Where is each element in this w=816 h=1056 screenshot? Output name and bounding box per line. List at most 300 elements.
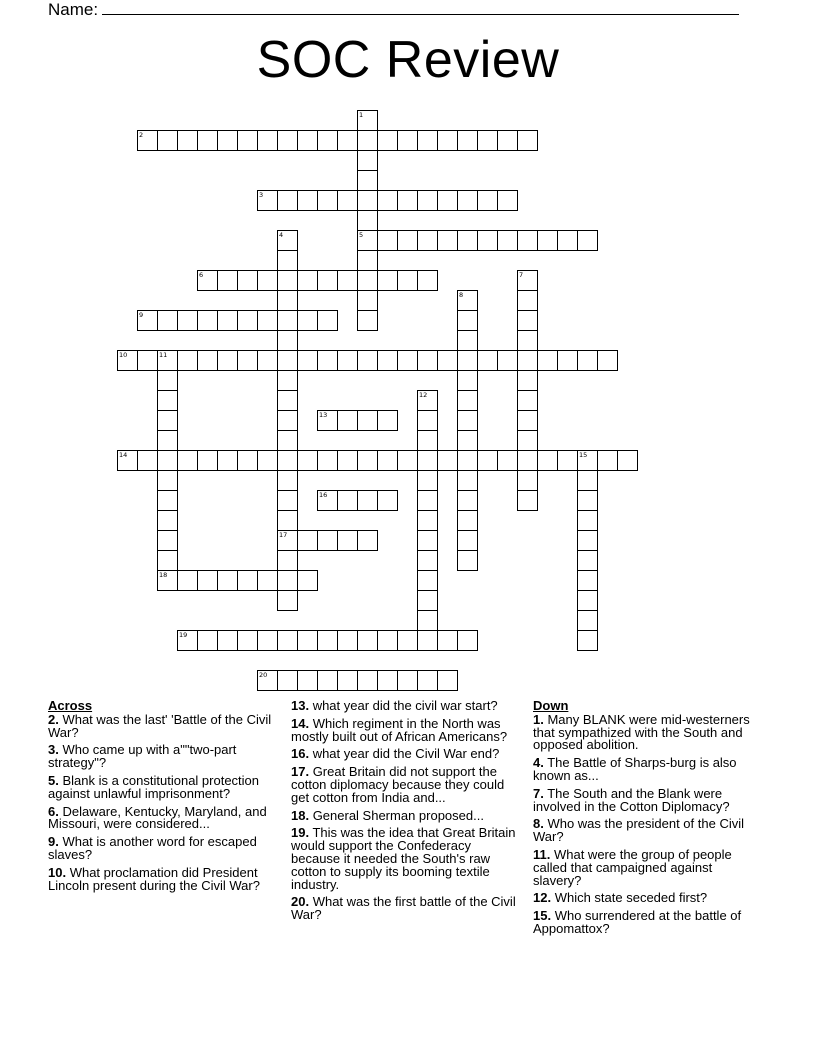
grid-cell[interactable] [258,671,277,690]
grid-cell[interactable] [178,311,197,330]
grid-cell[interactable] [398,131,417,150]
clue [48,711,276,740]
grid-cell[interactable] [278,231,297,250]
grid-cell[interactable] [298,451,317,470]
clue-num: 6. [48,803,59,819]
clue-num: 2. [48,711,59,727]
grid-cell[interactable] [238,351,257,370]
clue-num: 12. [533,890,552,906]
clue-num: 3. [48,742,59,758]
clue-number: 2 [139,131,144,139]
grid-cell[interactable] [258,571,277,590]
grid-cell[interactable] [458,451,477,470]
grid-cell[interactable] [458,351,477,370]
clue [48,803,276,832]
grid-cell[interactable] [518,331,537,350]
grid-cell[interactable] [578,571,597,590]
clue [48,772,276,801]
grid-cell[interactable] [318,491,337,510]
grid-cell[interactable] [578,231,597,250]
grid-cell[interactable] [558,231,577,250]
grid-cell[interactable] [198,451,217,470]
grid-cell[interactable] [358,671,377,690]
grid-cell[interactable] [198,271,217,290]
grid-cell[interactable] [378,191,397,210]
grid-cell[interactable] [118,451,137,470]
grid-cell[interactable] [298,311,317,330]
grid-cell[interactable] [318,631,337,650]
grid-cell[interactable] [358,131,377,150]
grid-cell[interactable] [358,291,377,310]
grid-cell[interactable] [418,671,437,690]
grid-cell[interactable] [458,431,477,450]
clues-column-2 [291,700,519,927]
grid-cell[interactable] [518,371,537,390]
clue-text: what year did the Civil War end? [309,746,500,762]
grid-cell[interactable] [158,411,177,430]
grid-cell[interactable] [358,111,377,130]
grid-cell[interactable] [258,191,277,210]
grid-cell[interactable] [418,491,437,510]
grid-cell[interactable] [418,231,437,250]
grid-cell[interactable] [158,431,177,450]
clue [533,785,761,814]
grid-cell[interactable] [338,671,357,690]
grid-cell[interactable] [318,131,337,150]
grid-cell[interactable] [278,671,297,690]
grid-cell[interactable] [338,351,357,370]
grid-cell[interactable] [418,271,437,290]
grid-cell[interactable] [198,351,217,370]
grid-cell[interactable] [158,391,177,410]
clue-text: Who was the president of the Civil War? [533,816,744,845]
grid-cell[interactable] [358,271,377,290]
grid-cell[interactable] [318,531,337,550]
grid-cell[interactable] [358,491,377,510]
grid-cell[interactable] [338,411,357,430]
grid-cell[interactable] [518,431,537,450]
clue-number: 3 [259,191,264,199]
grid-cell[interactable] [358,191,377,210]
clue-text: The South and the Blank were involved in the Cotton Diplomacy? [533,785,730,814]
clue-number: 15 [579,451,588,459]
clue [291,748,519,761]
grid-cell[interactable] [278,291,297,310]
grid-cell[interactable] [438,451,457,470]
grid-cell[interactable] [138,351,157,370]
grid-cell[interactable] [138,131,157,150]
grid-cell[interactable] [558,451,577,470]
grid-cell[interactable] [438,671,457,690]
grid-cell[interactable] [358,211,377,230]
clue-text: Great Britain did not support the cotton diplomacy because they could get cotton from India and... [291,764,505,805]
grid-cell[interactable] [278,491,297,510]
grid-cell[interactable] [258,451,277,470]
grid-cell[interactable] [158,551,177,570]
grid-cell[interactable] [358,451,377,470]
grid-cell[interactable] [478,451,497,470]
clue-num: 13. [291,698,310,713]
grid-cell[interactable] [538,231,557,250]
grid-cell[interactable] [518,291,537,310]
grid-cell[interactable] [378,631,397,650]
grid-cell[interactable] [578,471,597,490]
grid-cell[interactable] [298,631,317,650]
grid-cell[interactable] [278,131,297,150]
clue-number: 19 [179,631,188,639]
clue-number: 11 [159,351,168,359]
clue-number: 4 [279,231,284,239]
grid-cell[interactable] [178,631,197,650]
clue-text: Which state seceded first? [551,890,708,906]
grid-cell[interactable] [438,231,457,250]
clue-text: Many BLANK were mid-westerners that sympathized with the South and opposed abolition. [533,711,750,753]
grid-cell[interactable] [298,131,317,150]
grid-cell[interactable] [338,631,357,650]
grid-cell[interactable] [418,431,437,450]
clue-text: The Battle of Sharps-burg is also known as... [533,755,737,783]
grid-cell[interactable] [418,451,437,470]
grid-cell[interactable] [458,551,477,570]
grid-cell[interactable] [498,191,517,210]
grid-cell[interactable] [338,271,357,290]
clue-text: What were the group of people called that campaigned against slavery? [533,846,732,888]
grid-cell[interactable] [418,511,437,530]
grid-cell[interactable] [458,291,477,310]
grid-cell[interactable] [578,531,597,550]
grid-cell[interactable] [178,451,197,470]
grid-cell[interactable] [158,471,177,490]
grid-cell[interactable] [458,631,477,650]
grid-cell[interactable] [278,271,297,290]
grid-cell[interactable] [518,491,537,510]
grid-cell[interactable] [398,631,417,650]
grid-cell[interactable] [518,451,537,470]
grid-cell[interactable] [258,311,277,330]
grid-cell[interactable] [338,131,357,150]
grid-cell[interactable] [598,451,617,470]
grid-cell[interactable] [238,631,257,650]
grid-cell[interactable] [458,191,477,210]
grid-cell[interactable] [198,131,217,150]
grid-cell[interactable] [558,351,577,370]
grid-cell[interactable] [238,311,257,330]
grid-cell[interactable] [238,131,257,150]
grid-cell[interactable] [278,411,297,430]
grid-cell[interactable] [518,351,537,370]
grid-cell[interactable] [418,391,437,410]
clue [533,892,761,905]
grid-cell[interactable] [578,351,597,370]
clue-num: 16. [291,746,310,762]
grid-cell[interactable] [318,671,337,690]
grid-cell[interactable] [358,531,377,550]
grid-cell[interactable] [338,191,357,210]
grid-cell[interactable] [518,411,537,430]
grid-cell[interactable] [218,131,237,150]
clue-num: 9. [48,834,59,850]
grid-cell[interactable] [458,311,477,330]
clue-num: 4. [533,755,544,771]
grid-cell[interactable] [418,131,437,150]
grid-cell[interactable] [198,311,217,330]
grid-cell[interactable] [298,351,317,370]
grid-cell[interactable] [418,591,437,610]
grid-cell[interactable] [318,451,337,470]
grid-cell[interactable] [158,371,177,390]
grid-cell[interactable] [498,231,517,250]
grid-cell[interactable] [258,351,277,370]
clue [533,910,761,936]
grid-cell[interactable] [218,311,237,330]
grid-cell[interactable] [478,191,497,210]
grid-cell[interactable] [578,451,597,470]
grid-cell[interactable] [498,351,517,370]
grid-cell[interactable] [378,491,397,510]
grid-cell[interactable] [458,531,477,550]
grid-cell[interactable] [518,271,537,290]
grid-cell[interactable] [458,471,477,490]
grid-cell[interactable] [278,531,297,550]
grid-cell[interactable] [578,591,597,610]
grid-cell[interactable] [398,451,417,470]
clue-num: 17. [291,764,310,780]
grid-cell[interactable] [458,391,477,410]
grid-cell[interactable] [398,191,417,210]
grid-cell[interactable] [198,631,217,650]
clue-number: 20 [259,671,268,679]
grid-cell[interactable] [378,451,397,470]
grid-cell[interactable] [398,671,417,690]
grid-cell[interactable] [398,351,417,370]
grid-cell[interactable] [378,131,397,150]
grid-cell[interactable] [418,471,437,490]
grid-cell[interactable] [238,271,257,290]
grid-cell[interactable] [398,271,417,290]
grid-cell[interactable] [218,351,237,370]
grid-cell[interactable] [418,551,437,570]
grid-cell[interactable] [418,411,437,430]
grid-cell[interactable] [318,411,337,430]
grid-cell[interactable] [418,611,437,630]
clue-num: 14. [291,715,310,731]
grid-cell[interactable] [438,191,457,210]
grid-cell[interactable] [338,451,357,470]
grid-cell[interactable] [218,271,237,290]
grid-cell[interactable] [378,671,397,690]
grid-cell[interactable] [158,531,177,550]
clue-num: 5. [48,772,59,788]
clue-num: 8. [533,816,544,832]
grid-cell[interactable] [258,131,277,150]
grid-cell[interactable] [458,231,477,250]
grid-cell[interactable] [398,231,417,250]
clue-number: 14 [119,451,128,459]
grid-cell[interactable] [458,411,477,430]
grid-cell[interactable] [238,451,257,470]
grid-cell[interactable] [538,451,557,470]
grid-cell[interactable] [518,231,537,250]
grid-cell[interactable] [318,271,337,290]
grid-cell[interactable] [538,351,557,370]
grid-cell[interactable] [258,631,277,650]
grid-cell[interactable] [378,351,397,370]
grid-cell[interactable] [358,171,377,190]
clue-number: 17 [279,531,288,539]
across-heading: Across [48,698,93,713]
clue [291,715,519,744]
grid-cell[interactable] [278,551,297,570]
clues-column-3 [533,700,761,941]
grid-cell[interactable] [518,311,537,330]
grid-cell[interactable] [178,351,197,370]
grid-cell[interactable] [238,571,257,590]
grid-cell[interactable] [158,311,177,330]
grid-cell[interactable] [318,351,337,370]
clue-num: 20. [291,894,310,910]
grid-cell[interactable] [438,351,457,370]
grid-cell[interactable] [258,271,277,290]
clue [291,807,519,823]
clue-number: 13 [319,411,328,419]
clue [291,766,519,804]
grid-cell[interactable] [478,351,497,370]
grid-cell[interactable] [478,131,497,150]
grid-cell[interactable] [218,571,237,590]
clue [291,700,519,713]
grid-cell[interactable] [518,391,537,410]
grid-cell[interactable] [218,631,237,650]
grid-cell[interactable] [278,391,297,410]
grid-cell[interactable] [358,351,377,370]
grid-cell[interactable] [158,131,177,150]
clue-number: 6 [199,271,204,279]
grid-cell[interactable] [378,271,397,290]
grid-cell[interactable] [498,451,517,470]
grid-cell[interactable] [298,671,317,690]
grid-cell[interactable] [278,431,297,450]
grid-cell[interactable] [278,311,297,330]
grid-cell[interactable] [138,451,157,470]
grid-cell[interactable] [338,491,357,510]
grid-cell[interactable] [418,531,437,550]
grid-cell[interactable] [298,271,317,290]
grid-cell[interactable] [158,511,177,530]
grid-cell[interactable] [138,311,157,330]
grid-cell[interactable] [278,591,297,610]
grid-cell[interactable] [338,531,357,550]
grid-cell[interactable] [418,631,437,650]
grid-cell[interactable] [498,131,517,150]
grid-cell[interactable] [458,371,477,390]
grid-cell[interactable] [278,631,297,650]
clue-text: What was the last' 'Battle of the Civil War? [48,711,272,740]
grid-cell[interactable] [218,451,237,470]
grid-cell[interactable] [358,631,377,650]
grid-cell[interactable] [478,231,497,250]
clue-number: 5 [359,231,364,239]
grid-cell[interactable] [378,231,397,250]
grid-cell[interactable] [298,571,317,590]
clue-text: Who came up with a""two-part strategy"? [48,742,237,771]
grid-cell[interactable] [158,571,177,590]
grid-cell[interactable] [578,511,597,530]
grid-cell[interactable] [358,311,377,330]
grid-cell[interactable] [458,491,477,510]
grid-cell[interactable] [358,411,377,430]
grid-cell[interactable] [618,451,637,470]
grid-cell[interactable] [518,471,537,490]
grid-cell[interactable] [198,571,217,590]
grid-cell[interactable] [418,571,437,590]
grid-cell[interactable] [158,451,177,470]
grid-cell[interactable] [278,351,297,370]
grid-cell[interactable] [278,451,297,470]
grid-cell[interactable] [158,491,177,510]
clue [48,864,276,893]
grid-cell[interactable] [318,191,337,210]
clue-number: 1 [359,111,364,119]
grid-cell[interactable] [278,511,297,530]
grid-cell[interactable] [298,531,317,550]
grid-cell[interactable] [578,491,597,510]
grid-cell[interactable] [458,511,477,530]
clue-num: 1. [533,711,544,727]
clue-text: Delaware, Kentucky, Maryland, and Missouri, were considered... [48,803,267,832]
grid-cell[interactable] [318,311,337,330]
grid-cell[interactable] [358,151,377,170]
grid-cell[interactable] [298,191,317,210]
grid-cell[interactable] [278,191,297,210]
grid-cell[interactable] [378,411,397,430]
grid-cell[interactable] [178,131,197,150]
grid-cell[interactable] [418,191,437,210]
grid-cell[interactable] [178,571,197,590]
clue-text: Blank is a constitutional protection against unlawful imprisonment? [48,772,260,801]
grid-cell[interactable] [438,131,457,150]
grid-cell[interactable] [278,571,297,590]
grid-cell[interactable] [278,371,297,390]
clue [533,711,761,753]
clue-num: 15. [533,908,552,924]
grid-cell[interactable] [358,251,377,270]
grid-cell[interactable] [278,331,297,350]
grid-cell[interactable] [158,351,177,370]
clue-text: General Sherman proposed... [309,807,484,823]
grid-cell[interactable] [418,351,437,370]
grid-cell[interactable] [578,551,597,570]
grid-cell[interactable] [458,131,477,150]
clue-num: 11. [533,846,551,862]
grid-cell[interactable] [518,131,537,150]
grid-cell[interactable] [458,331,477,350]
clue-text: What was the first battle of the Civil War? [291,894,516,923]
grid-cell[interactable] [438,631,457,650]
down-heading: Down [533,698,569,713]
clue-number: 10 [119,351,128,359]
grid-cell[interactable] [578,611,597,630]
grid-cell[interactable] [358,231,377,250]
grid-cell[interactable] [578,631,597,650]
grid-cell[interactable] [118,351,137,370]
clue-text: What is another word for escaped slaves? [48,834,257,862]
grid-cell[interactable] [598,351,617,370]
clue-number: 9 [139,311,144,319]
grid-cell[interactable] [278,251,297,270]
clue-number: 18 [159,571,168,579]
clue [48,744,276,770]
grid-cell[interactable] [278,471,297,490]
